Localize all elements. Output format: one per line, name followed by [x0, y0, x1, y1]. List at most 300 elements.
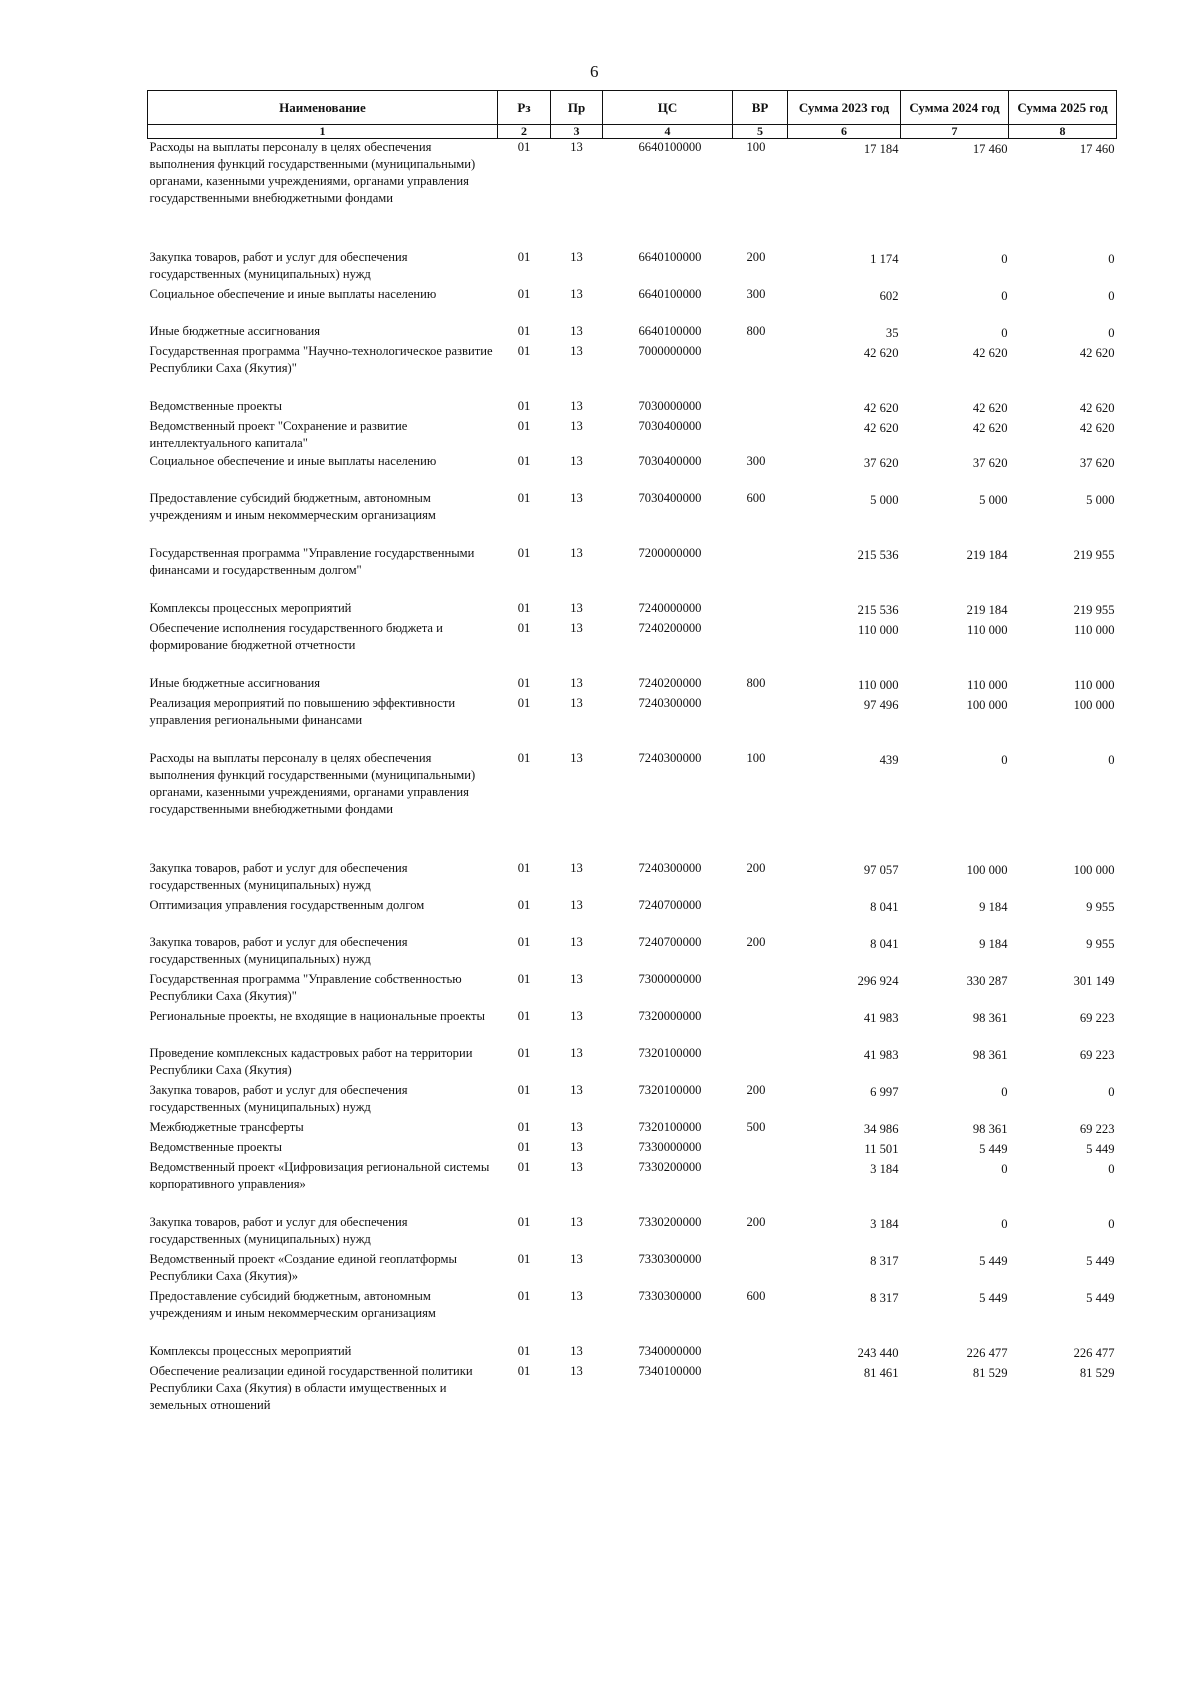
row-sum-2025-cell: [1009, 1251, 1117, 1288]
row-sum-2024-cell: [901, 1288, 1009, 1343]
amount-value: 98 361: [972, 1121, 1008, 1136]
row-cs-cell: 7240300000: [638, 750, 702, 765]
row-sum-2023-cell: [788, 1343, 901, 1363]
amount-value: 0: [1001, 325, 1008, 340]
row-name-cell: Ведомственный проект «Создание единой геоплатформы Республики Саха (Якутия)»: [149, 1251, 457, 1283]
amount-value: 5 449: [1086, 1141, 1115, 1156]
row-pr-cell: 13: [570, 1214, 583, 1229]
row-cs-cell: 7320000000: [638, 1008, 702, 1023]
amount-value: 5 449: [1086, 1290, 1115, 1305]
table-row: [148, 343, 1117, 398]
amount-value: 219 184: [966, 602, 1008, 617]
row-sum-2025-cell: [1009, 675, 1117, 695]
amount-value: 41 983: [863, 1047, 899, 1062]
row-sum-2024-cell: [901, 323, 1009, 343]
row-rz-cell: 01: [517, 1288, 531, 1303]
row-vr-cell: [733, 1363, 788, 1418]
row-vr-cell: 600: [746, 490, 766, 505]
row-name-cell: Реализация мероприятий по повышению эффективности управления региональными финансами: [149, 695, 456, 727]
column-number: 5: [733, 125, 788, 139]
row-rz-cell: 01: [517, 1159, 531, 1174]
amount-value: 219 184: [966, 547, 1008, 562]
table-row: [148, 1159, 1117, 1214]
amount-value: 42 620: [972, 420, 1008, 435]
amount-value: 110 000: [858, 622, 899, 637]
row-pr-cell: 13: [570, 1343, 583, 1358]
row-vr-cell: [733, 545, 788, 600]
row-sum-2024-cell: [901, 897, 1009, 934]
amount-value: 81 529: [1079, 1365, 1115, 1380]
row-rz-cell: 01: [517, 695, 531, 710]
amount-value: 110 000: [967, 677, 1008, 692]
amount-value: 42 620: [1079, 345, 1115, 360]
amount-value: 0: [1108, 251, 1115, 266]
row-sum-2023-cell: [788, 897, 901, 934]
amount-value: 98 361: [972, 1047, 1008, 1062]
row-cs-cell: 6640100000: [638, 323, 702, 338]
row-sum-2024-cell: [901, 1214, 1009, 1251]
amount-value: 219 955: [1073, 602, 1115, 617]
row-vr-cell: [733, 897, 788, 934]
amount-value: 0: [1001, 288, 1008, 303]
row-sum-2024-cell: [901, 545, 1009, 600]
row-sum-2023-cell: [788, 286, 901, 323]
row-vr-cell: 200: [746, 1214, 766, 1229]
row-sum-2025-cell: [1009, 418, 1117, 453]
row-sum-2023-cell: [788, 1082, 901, 1119]
amount-value: 17 184: [863, 142, 899, 156]
row-cs-cell: 7030000000: [638, 398, 702, 413]
row-rz-cell: 01: [517, 1119, 531, 1134]
amount-value: 8 041: [870, 899, 899, 914]
amount-value: 42 620: [1079, 400, 1115, 415]
row-pr-cell: 13: [570, 860, 583, 875]
row-sum-2024-cell: [901, 675, 1009, 695]
row-sum-2023-cell: [788, 343, 901, 398]
table-row: [148, 1288, 1117, 1343]
column-number: 1: [148, 125, 498, 139]
table-row: [148, 860, 1117, 897]
row-sum-2025-cell: [1009, 1045, 1117, 1082]
amount-value: 100 000: [1073, 697, 1115, 712]
amount-value: 8 317: [870, 1253, 899, 1268]
row-pr-cell: 13: [570, 1045, 583, 1060]
row-rz-cell: 01: [517, 620, 531, 635]
row-name-cell: Ведомственный проект «Цифровизация региональной системы корпоративного управления»: [149, 1159, 490, 1191]
row-sum-2024-cell: [901, 620, 1009, 675]
amount-value: 81 529: [972, 1365, 1008, 1380]
row-sum-2025-cell: [1009, 620, 1117, 675]
column-number: 8: [1009, 125, 1117, 139]
row-vr-cell: 300: [746, 286, 766, 301]
amount-value: 41 983: [863, 1010, 899, 1025]
row-name-cell: Комплексы процессных мероприятий: [149, 1343, 352, 1358]
amount-value: 0: [1001, 251, 1008, 266]
row-vr-cell: [733, 1343, 788, 1363]
amount-value: 42 620: [863, 400, 899, 415]
header-sum-2024: Сумма 2024 год: [901, 91, 1009, 125]
row-pr-cell: 13: [570, 1119, 583, 1134]
row-rz-cell: 01: [517, 453, 531, 468]
header-pr: Пр: [551, 91, 603, 125]
row-sum-2024-cell: [901, 1119, 1009, 1139]
row-sum-2025-cell: [1009, 1363, 1117, 1418]
row-sum-2025-cell: [1009, 1008, 1117, 1045]
row-cs-cell: 7320100000: [638, 1119, 702, 1134]
row-pr-cell: 13: [570, 286, 583, 301]
row-sum-2024-cell: [901, 1139, 1009, 1159]
table-row: [148, 453, 1117, 490]
row-sum-2025-cell: [1009, 323, 1117, 343]
table-row: [148, 249, 1117, 286]
row-sum-2024-cell: [901, 1159, 1009, 1214]
row-cs-cell: 7330200000: [638, 1214, 702, 1229]
row-sum-2024-cell: [901, 860, 1009, 897]
amount-value: 81 461: [863, 1365, 899, 1380]
row-cs-cell: 7240200000: [638, 675, 702, 690]
row-pr-cell: 13: [570, 1139, 583, 1154]
row-sum-2024-cell: [901, 971, 1009, 1008]
amount-value: 5 000: [1086, 492, 1115, 507]
amount-value: 98 361: [972, 1010, 1008, 1025]
row-cs-cell: 7030400000: [638, 490, 702, 505]
row-name-cell: Закупка товаров, работ и услуг для обеспечения государственных (муниципальных) нужд: [149, 934, 408, 966]
row-pr-cell: 13: [570, 140, 583, 154]
table-row: [148, 675, 1117, 695]
row-sum-2023-cell: [788, 600, 901, 620]
table-row: [148, 1214, 1117, 1251]
row-sum-2025-cell: [1009, 249, 1117, 286]
table-row: [148, 1363, 1117, 1418]
table-row: [148, 1343, 1117, 1363]
amount-value: 0: [1001, 1216, 1008, 1231]
row-sum-2023-cell: [788, 971, 901, 1008]
amount-value: 17 460: [972, 142, 1008, 156]
amount-value: 243 440: [857, 1345, 899, 1360]
amount-value: 100 000: [966, 862, 1008, 877]
table-row: [148, 398, 1117, 418]
row-cs-cell: 6640100000: [638, 140, 702, 154]
row-rz-cell: 01: [517, 971, 531, 986]
row-vr-cell: [733, 1159, 788, 1214]
column-number: 6: [788, 125, 901, 139]
amount-value: 110 000: [1074, 677, 1115, 692]
amount-value: 0: [1108, 1161, 1115, 1176]
row-pr-cell: 13: [570, 971, 583, 986]
row-rz-cell: 01: [517, 1082, 531, 1097]
row-sum-2023-cell: [788, 1288, 901, 1343]
row-vr-cell: 800: [746, 675, 766, 690]
amount-value: 9 184: [979, 936, 1008, 951]
header-rz: Рз: [498, 91, 551, 125]
amount-value: 97 496: [863, 697, 899, 712]
row-sum-2023-cell: [788, 1363, 901, 1418]
table-row: [148, 620, 1117, 675]
amount-value: 37 620: [1079, 455, 1115, 470]
amount-value: 215 536: [857, 602, 899, 617]
row-sum-2024-cell: [901, 1343, 1009, 1363]
amount-value: 0: [1108, 752, 1115, 767]
row-sum-2023-cell: [788, 860, 901, 897]
table-row: [148, 286, 1117, 323]
amount-value: 69 223: [1079, 1010, 1115, 1025]
row-name-cell: Закупка товаров, работ и услуг для обеспечения государственных (муниципальных) нужд: [149, 1214, 408, 1246]
row-sum-2025-cell: [1009, 860, 1117, 897]
row-name-cell: Закупка товаров, работ и услуг для обеспечения государственных (муниципальных) нужд: [149, 249, 408, 281]
row-sum-2024-cell: [901, 1008, 1009, 1045]
header-sum-2023: Сумма 2023 год: [788, 91, 901, 125]
table-row: [148, 1251, 1117, 1288]
amount-value: 9 955: [1086, 936, 1115, 951]
row-sum-2023-cell: [788, 545, 901, 600]
header-sum-2025: Сумма 2025 год: [1009, 91, 1117, 125]
row-sum-2025-cell: [1009, 545, 1117, 600]
row-sum-2023-cell: [788, 695, 901, 750]
amount-value: 5 449: [1086, 1253, 1115, 1268]
amount-value: 34 986: [863, 1121, 899, 1136]
row-name-cell: Иные бюджетные ассигнования: [149, 323, 321, 338]
row-rz-cell: 01: [517, 1363, 531, 1378]
row-pr-cell: 13: [570, 398, 583, 413]
row-rz-cell: 01: [517, 750, 531, 765]
row-sum-2024-cell: [901, 139, 1009, 249]
column-number: 4: [603, 125, 733, 139]
row-rz-cell: 01: [517, 140, 531, 154]
row-sum-2024-cell: [901, 750, 1009, 860]
amount-value: 330 287: [966, 973, 1008, 988]
row-name-cell: Закупка товаров, работ и услуг для обеспечения государственных (муниципальных) нужд: [149, 860, 408, 892]
row-rz-cell: 01: [517, 600, 531, 615]
row-pr-cell: 13: [570, 453, 583, 468]
amount-value: 5 449: [979, 1141, 1008, 1156]
row-rz-cell: 01: [517, 418, 531, 433]
row-name-cell: Расходы на выплаты персоналу в целях обеспечения выполнения функций государственными (муниципальными) органами, казенными учреждениями, органами управления государственными внебюджетными фондами: [149, 750, 476, 816]
row-sum-2025-cell: [1009, 1159, 1117, 1214]
row-cs-cell: 7000000000: [638, 343, 702, 358]
row-vr-cell: 300: [746, 453, 766, 468]
table-row: [148, 418, 1117, 453]
row-vr-cell: 200: [746, 860, 766, 875]
row-name-cell: Региональные проекты, не входящие в национальные проекты: [149, 1008, 485, 1023]
row-pr-cell: 13: [570, 1251, 583, 1266]
page-number: 6: [590, 62, 599, 81]
row-sum-2024-cell: [901, 1251, 1009, 1288]
row-name-cell: Социальное обеспечение и иные выплаты населению: [149, 453, 437, 468]
amount-value: 69 223: [1079, 1121, 1115, 1136]
row-vr-cell: [733, 343, 788, 398]
row-sum-2025-cell: [1009, 1082, 1117, 1119]
row-name-cell: Государственная программа "Управление собственностью Республики Саха (Якутия)": [149, 971, 462, 1003]
row-sum-2025-cell: [1009, 971, 1117, 1008]
header-cs: ЦС: [603, 91, 733, 125]
row-name-cell: Проведение комплексных кадастровых работ на территории Республики Саха (Якутия): [149, 1045, 473, 1077]
row-name-cell: Социальное обеспечение и иные выплаты населению: [149, 286, 437, 301]
row-vr-cell: [733, 695, 788, 750]
row-name-cell: Предоставление субсидий бюджетным, автономным учреждениям и иным некоммерческим организациям: [149, 1288, 436, 1320]
row-sum-2023-cell: [788, 750, 901, 860]
row-sum-2023-cell: [788, 249, 901, 286]
row-vr-cell: [733, 971, 788, 1008]
row-sum-2024-cell: [901, 1082, 1009, 1119]
row-vr-cell: 600: [746, 1288, 766, 1303]
row-pr-cell: 13: [570, 249, 583, 264]
amount-value: 9 184: [979, 899, 1008, 914]
row-cs-cell: 7200000000: [638, 545, 702, 560]
row-vr-cell: [733, 1139, 788, 1159]
amount-value: 439: [879, 752, 899, 767]
row-cs-cell: 7240700000: [638, 934, 702, 949]
row-sum-2024-cell: [901, 695, 1009, 750]
row-sum-2024-cell: [901, 343, 1009, 398]
row-cs-cell: 7340100000: [638, 1363, 702, 1378]
row-cs-cell: 7320100000: [638, 1045, 702, 1060]
row-cs-cell: 7240300000: [638, 695, 702, 710]
row-cs-cell: 7240000000: [638, 600, 702, 615]
row-pr-cell: 13: [570, 897, 583, 912]
row-sum-2025-cell: [1009, 139, 1117, 249]
row-sum-2025-cell: [1009, 1214, 1117, 1251]
amount-value: 42 620: [863, 345, 899, 360]
amount-value: 1 174: [870, 251, 899, 266]
amount-value: 0: [1108, 288, 1115, 303]
budget-table: [147, 90, 1117, 1418]
amount-value: 37 620: [863, 455, 899, 470]
row-cs-cell: 6640100000: [638, 286, 702, 301]
row-pr-cell: 13: [570, 675, 583, 690]
row-cs-cell: 7330300000: [638, 1251, 702, 1266]
row-name-cell: Межбюджетные трансферты: [149, 1119, 304, 1134]
row-pr-cell: 13: [570, 934, 583, 949]
row-sum-2024-cell: [901, 600, 1009, 620]
amount-value: 110 000: [1074, 622, 1115, 637]
row-pr-cell: 13: [570, 490, 583, 505]
row-sum-2024-cell: [901, 1363, 1009, 1418]
row-rz-cell: 01: [517, 1214, 531, 1229]
row-rz-cell: 01: [517, 398, 531, 413]
row-sum-2024-cell: [901, 490, 1009, 545]
amount-value: 226 477: [966, 1345, 1008, 1360]
amount-value: 5 000: [979, 492, 1008, 507]
row-sum-2023-cell: [788, 1139, 901, 1159]
amount-value: 9 955: [1086, 899, 1115, 914]
row-sum-2025-cell: [1009, 934, 1117, 971]
row-sum-2023-cell: [788, 1045, 901, 1082]
row-rz-cell: 01: [517, 1008, 531, 1023]
row-sum-2025-cell: [1009, 1139, 1117, 1159]
amount-value: 3 184: [870, 1216, 899, 1231]
amount-value: 35: [885, 325, 899, 340]
row-sum-2023-cell: [788, 418, 901, 453]
row-sum-2023-cell: [788, 1251, 901, 1288]
row-rz-cell: 01: [517, 934, 531, 949]
amount-value: 0: [1001, 1161, 1008, 1176]
row-pr-cell: 13: [570, 750, 583, 765]
row-sum-2024-cell: [901, 453, 1009, 490]
table-row: [148, 1045, 1117, 1082]
row-name-cell: Ведомственный проект "Сохранение и развитие интеллектуального капитала": [149, 418, 408, 450]
column-number: 3: [551, 125, 603, 139]
row-sum-2024-cell: [901, 398, 1009, 418]
amount-value: 6 997: [870, 1084, 899, 1099]
row-vr-cell: 200: [746, 1082, 766, 1097]
amount-value: 0: [1001, 1084, 1008, 1099]
row-sum-2024-cell: [901, 418, 1009, 453]
row-sum-2024-cell: [901, 249, 1009, 286]
table-row: [148, 934, 1117, 971]
row-cs-cell: 7240300000: [638, 860, 702, 875]
table-header: [148, 91, 1117, 139]
row-rz-cell: 01: [517, 1139, 531, 1154]
row-rz-cell: 01: [517, 1251, 531, 1266]
row-vr-cell: 100: [746, 750, 766, 765]
row-name-cell: Ведомственные проекты: [149, 1139, 282, 1154]
row-name-cell: Иные бюджетные ассигнования: [149, 675, 321, 690]
amount-value: 42 620: [1079, 420, 1115, 435]
row-sum-2023-cell: [788, 490, 901, 545]
row-sum-2023-cell: [788, 139, 901, 249]
row-rz-cell: 01: [517, 249, 531, 264]
row-sum-2023-cell: [788, 675, 901, 695]
amount-value: 17 460: [1079, 142, 1115, 156]
row-name-cell: Оптимизация управления государственным долгом: [149, 897, 425, 912]
table-row: [148, 323, 1117, 343]
row-cs-cell: 7330200000: [638, 1159, 702, 1174]
row-cs-cell: 7240200000: [638, 620, 702, 635]
amount-value: 215 536: [857, 547, 899, 562]
row-name-cell: Государственная программа "Управление государственными финансами и государственным долгом": [149, 545, 475, 577]
column-numbers-row: [148, 125, 1117, 139]
header-name: Наименование: [148, 91, 498, 125]
table-row: [148, 1082, 1117, 1119]
row-pr-cell: 13: [570, 600, 583, 615]
amount-value: 5 449: [979, 1290, 1008, 1305]
row-sum-2025-cell: [1009, 1288, 1117, 1343]
row-sum-2023-cell: [788, 1159, 901, 1214]
row-vr-cell: [733, 600, 788, 620]
amount-value: 226 477: [1073, 1345, 1115, 1360]
amount-value: 110 000: [967, 622, 1008, 637]
row-rz-cell: 01: [517, 1045, 531, 1060]
row-vr-cell: 800: [746, 323, 766, 338]
amount-value: 42 620: [972, 400, 1008, 415]
amount-value: 602: [879, 288, 899, 303]
row-sum-2025-cell: [1009, 1343, 1117, 1363]
column-number: 7: [901, 125, 1009, 139]
row-vr-cell: [733, 1008, 788, 1045]
column-number: 2: [498, 125, 551, 139]
row-vr-cell: 200: [746, 934, 766, 949]
row-rz-cell: 01: [517, 545, 531, 560]
row-rz-cell: 01: [517, 286, 531, 301]
amount-value: 5 449: [979, 1253, 1008, 1268]
amount-value: 100 000: [966, 697, 1008, 712]
row-sum-2023-cell: [788, 1008, 901, 1045]
row-sum-2025-cell: [1009, 490, 1117, 545]
row-name-cell: Ведомственные проекты: [149, 398, 282, 413]
row-cs-cell: 7330000000: [638, 1139, 702, 1154]
table-row: [148, 1119, 1117, 1139]
row-cs-cell: 6640100000: [638, 249, 702, 264]
amount-value: 100 000: [1073, 862, 1115, 877]
row-pr-cell: 13: [570, 695, 583, 710]
table-row: [148, 971, 1117, 1008]
amount-value: 0: [1001, 752, 1008, 767]
row-vr-cell: [733, 418, 788, 453]
row-vr-cell: [733, 1251, 788, 1288]
row-vr-cell: 200: [746, 249, 766, 264]
row-sum-2024-cell: [901, 1045, 1009, 1082]
row-sum-2025-cell: [1009, 695, 1117, 750]
